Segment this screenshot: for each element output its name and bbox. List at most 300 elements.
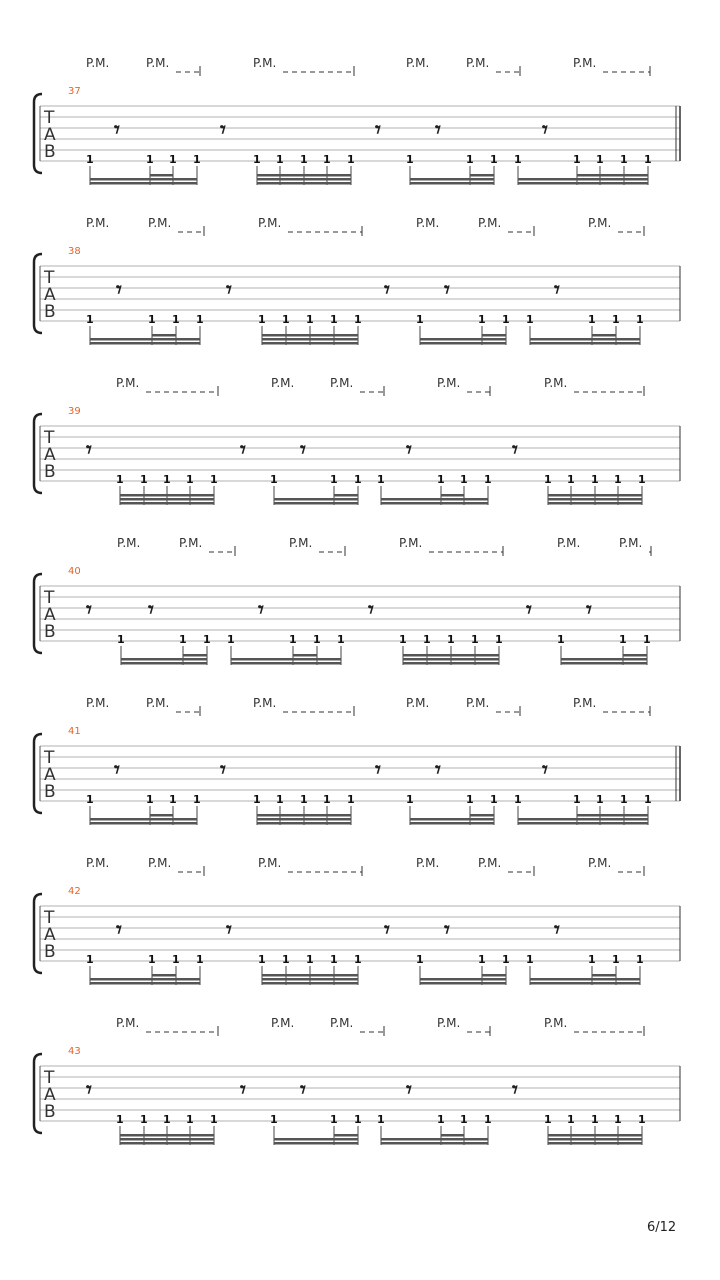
fret-number: 1 xyxy=(620,153,628,166)
beam xyxy=(274,502,358,505)
fret-number: 1 xyxy=(347,793,355,806)
tab-clef-letter: B xyxy=(44,462,56,482)
tab-clef-letter: A xyxy=(44,1085,56,1105)
beam xyxy=(90,178,197,181)
beam xyxy=(482,334,506,337)
fret-number: 1 xyxy=(289,633,297,646)
beam xyxy=(420,978,506,981)
beam xyxy=(257,822,351,825)
sixteenth-rest: 𝄾 xyxy=(444,277,450,303)
fret-number: 1 xyxy=(86,953,94,966)
beam xyxy=(530,342,640,345)
fret-number: 1 xyxy=(437,473,445,486)
beam xyxy=(274,1138,358,1141)
sixteenth-rest: 𝄾 xyxy=(542,757,548,783)
fret-number: 1 xyxy=(323,793,331,806)
fret-number: 1 xyxy=(460,473,468,486)
palm-mute-label: P.M. xyxy=(179,536,203,550)
measure-number: 38 xyxy=(68,246,81,257)
tab-system xyxy=(34,856,680,985)
beam xyxy=(262,982,358,985)
fret-number: 1 xyxy=(644,793,652,806)
fret-number: 1 xyxy=(210,473,218,486)
fret-number: 1 xyxy=(544,1113,552,1126)
palm-mute-label: P.M. xyxy=(588,216,612,230)
palm-mute-label: P.M. xyxy=(148,216,172,230)
fret-number: 1 xyxy=(258,313,266,326)
measure-number: 42 xyxy=(68,886,81,897)
sixteenth-rest: 𝄾 xyxy=(375,757,381,783)
fret-number: 1 xyxy=(478,313,486,326)
palm-mute-label: P.M. xyxy=(437,1016,461,1030)
sixteenth-rest: 𝄾 xyxy=(512,437,518,463)
sixteenth-rest: 𝄾 xyxy=(554,277,560,303)
sixteenth-rest: 𝄾 xyxy=(554,917,560,943)
palm-mute-label: P.M. xyxy=(258,856,282,870)
beam xyxy=(152,334,176,337)
sixteenth-rest: 𝄾 xyxy=(116,917,122,943)
fret-number: 1 xyxy=(447,633,455,646)
fret-number: 1 xyxy=(270,1113,278,1126)
fret-number: 1 xyxy=(636,313,644,326)
palm-mute-label: P.M. xyxy=(271,1016,295,1030)
sixteenth-rest: 𝄾 xyxy=(406,437,412,463)
fret-number: 1 xyxy=(638,1113,646,1126)
fret-number: 1 xyxy=(377,1113,385,1126)
palm-mute-label: P.M. xyxy=(416,216,440,230)
fret-number: 1 xyxy=(203,633,211,646)
palm-mute-label: P.M. xyxy=(116,1016,140,1030)
fret-number: 1 xyxy=(416,953,424,966)
beam xyxy=(441,1134,464,1137)
palm-mute-label: P.M. xyxy=(406,56,430,70)
palm-mute-label: P.M. xyxy=(289,536,313,550)
tab-clef-letter: A xyxy=(44,605,56,625)
fret-number: 1 xyxy=(644,153,652,166)
palm-mute-label: P.M. xyxy=(573,696,597,710)
fret-number: 1 xyxy=(148,313,156,326)
tab-clef-letter: A xyxy=(44,125,56,145)
measure-number: 41 xyxy=(68,726,81,737)
fret-number: 1 xyxy=(146,153,154,166)
palm-mute-label: P.M. xyxy=(148,856,172,870)
sixteenth-rest: 𝄾 xyxy=(86,597,92,623)
fret-number: 1 xyxy=(253,793,261,806)
fret-number: 1 xyxy=(573,793,581,806)
beam xyxy=(410,182,494,185)
beam xyxy=(518,818,648,821)
beam xyxy=(90,822,197,825)
sixteenth-rest: 𝄾 xyxy=(258,597,264,623)
beam xyxy=(410,822,494,825)
fret-number: 1 xyxy=(354,953,362,966)
beam xyxy=(530,978,640,981)
fret-number: 1 xyxy=(276,153,284,166)
palm-mute-label: P.M. xyxy=(86,56,110,70)
palm-mute-label: P.M. xyxy=(258,216,282,230)
beam xyxy=(293,654,317,657)
fret-number: 1 xyxy=(612,953,620,966)
fret-number: 1 xyxy=(169,793,177,806)
palm-mute-label: P.M. xyxy=(271,376,295,390)
fret-number: 1 xyxy=(300,793,308,806)
page-number: 6/12 xyxy=(647,1220,677,1235)
beam xyxy=(518,822,648,825)
beam xyxy=(548,1138,642,1141)
sixteenth-rest: 𝄾 xyxy=(406,1077,412,1103)
tab-system xyxy=(34,536,680,665)
palm-mute-label: P.M. xyxy=(330,376,354,390)
fret-number: 1 xyxy=(591,473,599,486)
sixteenth-rest: 𝄾 xyxy=(586,597,592,623)
fret-number: 1 xyxy=(227,633,235,646)
fret-number: 1 xyxy=(116,1113,124,1126)
palm-mute-label: P.M. xyxy=(619,536,643,550)
fret-number: 1 xyxy=(514,153,522,166)
sixteenth-rest: 𝄾 xyxy=(384,277,390,303)
fret-number: 1 xyxy=(471,633,479,646)
fret-number: 1 xyxy=(490,793,498,806)
fret-number: 1 xyxy=(276,793,284,806)
sixteenth-rest: 𝄾 xyxy=(86,437,92,463)
tab-clef-letter: B xyxy=(44,942,56,962)
beam xyxy=(262,334,358,337)
beam xyxy=(470,174,494,177)
beam xyxy=(121,662,207,665)
fret-number: 1 xyxy=(614,473,622,486)
tab-system xyxy=(34,56,680,185)
tab-clef-letter: B xyxy=(44,302,56,322)
beam xyxy=(577,174,648,177)
fret-number: 1 xyxy=(567,1113,575,1126)
fret-number: 1 xyxy=(330,953,338,966)
beam xyxy=(90,182,197,185)
fret-number: 1 xyxy=(377,473,385,486)
fret-number: 1 xyxy=(557,633,565,646)
fret-number: 1 xyxy=(614,1113,622,1126)
beam xyxy=(120,1142,214,1145)
beam xyxy=(548,1142,642,1145)
fret-number: 1 xyxy=(116,473,124,486)
beam xyxy=(530,982,640,985)
fret-number: 1 xyxy=(193,793,201,806)
fret-number: 1 xyxy=(596,153,604,166)
tab-clef-letter: A xyxy=(44,445,56,465)
fret-number: 1 xyxy=(163,1113,171,1126)
sixteenth-rest: 𝄾 xyxy=(512,1077,518,1103)
fret-number: 1 xyxy=(423,633,431,646)
beam xyxy=(381,502,488,505)
palm-mute-label: P.M. xyxy=(544,1016,568,1030)
sixteenth-rest: 𝄾 xyxy=(384,917,390,943)
fret-number: 1 xyxy=(253,153,261,166)
palm-mute-label: P.M. xyxy=(466,56,490,70)
beam xyxy=(561,662,647,665)
beam xyxy=(381,1142,488,1145)
fret-number: 1 xyxy=(484,1113,492,1126)
fret-number: 1 xyxy=(86,153,94,166)
fret-number: 1 xyxy=(416,313,424,326)
fret-number: 1 xyxy=(300,153,308,166)
beam xyxy=(150,814,173,817)
fret-number: 1 xyxy=(643,633,651,646)
beam xyxy=(183,654,207,657)
beam xyxy=(152,974,176,977)
fret-number: 1 xyxy=(573,153,581,166)
fret-number: 1 xyxy=(140,473,148,486)
measure-number: 40 xyxy=(68,566,81,577)
fret-number: 1 xyxy=(117,633,125,646)
sixteenth-rest: 𝄾 xyxy=(220,117,226,143)
beam xyxy=(420,338,506,341)
palm-mute-label: P.M. xyxy=(406,696,430,710)
beam xyxy=(120,1134,214,1137)
fret-number: 1 xyxy=(354,1113,362,1126)
beam xyxy=(420,982,506,985)
beam xyxy=(518,178,648,181)
fret-number: 1 xyxy=(526,953,534,966)
fret-number: 1 xyxy=(172,313,180,326)
tab-clef-letter: A xyxy=(44,765,56,785)
palm-mute-label: P.M. xyxy=(330,1016,354,1030)
fret-number: 1 xyxy=(179,633,187,646)
measure-number: 39 xyxy=(68,406,81,417)
fret-number: 1 xyxy=(169,153,177,166)
beam xyxy=(561,658,647,661)
tab-system xyxy=(34,1016,680,1145)
measure-number: 43 xyxy=(68,1046,81,1057)
fret-number: 1 xyxy=(337,633,345,646)
beam xyxy=(120,498,214,501)
beam xyxy=(403,658,499,661)
fret-number: 1 xyxy=(484,473,492,486)
fret-number: 1 xyxy=(612,313,620,326)
beam xyxy=(274,1142,358,1145)
fret-number: 1 xyxy=(313,633,321,646)
palm-mute-label: P.M. xyxy=(146,696,170,710)
tab-clef-letter: T xyxy=(44,1068,55,1088)
beam xyxy=(548,1134,642,1137)
beam xyxy=(381,1138,488,1141)
fret-number: 1 xyxy=(354,313,362,326)
fret-number: 1 xyxy=(330,1113,338,1126)
fret-number: 1 xyxy=(282,953,290,966)
fret-number: 1 xyxy=(460,1113,468,1126)
fret-number: 1 xyxy=(186,473,194,486)
fret-number: 1 xyxy=(588,313,596,326)
fret-number: 1 xyxy=(406,793,414,806)
fret-number: 1 xyxy=(596,793,604,806)
sixteenth-rest: 𝄾 xyxy=(240,1077,246,1103)
beam xyxy=(231,662,341,665)
beam xyxy=(90,818,197,821)
fret-number: 1 xyxy=(399,633,407,646)
palm-mute-label: P.M. xyxy=(557,536,581,550)
beam xyxy=(548,494,642,497)
fret-number: 1 xyxy=(306,953,314,966)
fret-number: 1 xyxy=(196,953,204,966)
fret-number: 1 xyxy=(514,793,522,806)
beam xyxy=(470,814,494,817)
fret-number: 1 xyxy=(544,473,552,486)
fret-number: 1 xyxy=(526,313,534,326)
fret-number: 1 xyxy=(478,953,486,966)
sixteenth-rest: 𝄾 xyxy=(220,757,226,783)
sixteenth-rest: 𝄾 xyxy=(114,757,120,783)
fret-number: 1 xyxy=(86,313,94,326)
tab-clef-letter: B xyxy=(44,1102,56,1122)
beam xyxy=(150,174,173,177)
beam xyxy=(420,342,506,345)
beam xyxy=(334,494,358,497)
sixteenth-rest: 𝄾 xyxy=(542,117,548,143)
beam xyxy=(257,178,351,181)
tab-clef-letter: T xyxy=(44,748,55,768)
beam xyxy=(592,974,616,977)
beam xyxy=(403,662,499,665)
fret-number: 1 xyxy=(638,473,646,486)
palm-mute-label: P.M. xyxy=(86,856,110,870)
sixteenth-rest: 𝄾 xyxy=(526,597,532,623)
beam xyxy=(120,494,214,497)
tab-clef-letter: T xyxy=(44,108,55,128)
sixteenth-rest: 𝄾 xyxy=(86,1077,92,1103)
sixteenth-rest: 𝄾 xyxy=(435,117,441,143)
beam xyxy=(120,1138,214,1141)
fret-number: 1 xyxy=(323,153,331,166)
fret-number: 1 xyxy=(282,313,290,326)
fret-number: 1 xyxy=(306,313,314,326)
fret-number: 1 xyxy=(619,633,627,646)
fret-number: 1 xyxy=(148,953,156,966)
fret-number: 1 xyxy=(406,153,414,166)
tab-system xyxy=(34,696,680,825)
tab-clef-letter: T xyxy=(44,908,55,928)
beam xyxy=(518,182,648,185)
beam xyxy=(577,814,648,817)
palm-mute-label: P.M. xyxy=(116,376,140,390)
palm-mute-label: P.M. xyxy=(86,696,110,710)
palm-mute-label: P.M. xyxy=(588,856,612,870)
beam xyxy=(592,334,616,337)
beam xyxy=(623,654,647,657)
beam xyxy=(90,982,200,985)
sixteenth-rest: 𝄾 xyxy=(444,917,450,943)
beam xyxy=(381,498,488,501)
fret-number: 1 xyxy=(502,313,510,326)
beam xyxy=(257,174,351,177)
beam xyxy=(410,818,494,821)
beam xyxy=(441,494,464,497)
beam xyxy=(257,818,351,821)
fret-number: 1 xyxy=(490,153,498,166)
beam xyxy=(410,178,494,181)
beam xyxy=(334,1134,358,1137)
tab-clef-letter: B xyxy=(44,622,56,642)
tab-clef-letter: T xyxy=(44,588,55,608)
beam xyxy=(262,974,358,977)
fret-number: 1 xyxy=(330,473,338,486)
palm-mute-label: P.M. xyxy=(437,376,461,390)
tab-clef-letter: B xyxy=(44,142,56,162)
beam xyxy=(548,498,642,501)
tab-system xyxy=(34,216,680,345)
fret-number: 1 xyxy=(591,1113,599,1126)
fret-number: 1 xyxy=(140,1113,148,1126)
palm-mute-label: P.M. xyxy=(544,376,568,390)
fret-number: 1 xyxy=(270,473,278,486)
measure-number: 37 xyxy=(68,86,81,97)
beam xyxy=(90,978,200,981)
fret-number: 1 xyxy=(588,953,596,966)
beam xyxy=(403,654,499,657)
fret-number: 1 xyxy=(146,793,154,806)
beam xyxy=(257,182,351,185)
palm-mute-label: P.M. xyxy=(253,696,277,710)
palm-mute-label: P.M. xyxy=(253,56,277,70)
fret-number: 1 xyxy=(258,953,266,966)
sixteenth-rest: 𝄾 xyxy=(300,1077,306,1103)
tab-clef-letter: T xyxy=(44,428,55,448)
fret-number: 1 xyxy=(502,953,510,966)
fret-number: 1 xyxy=(86,793,94,806)
beam xyxy=(121,658,207,661)
fret-number: 1 xyxy=(466,153,474,166)
palm-mute-label: P.M. xyxy=(478,856,502,870)
fret-number: 1 xyxy=(347,153,355,166)
tab-clef-letter: A xyxy=(44,925,56,945)
palm-mute-label: P.M. xyxy=(416,856,440,870)
fret-number: 1 xyxy=(196,313,204,326)
beam xyxy=(482,974,506,977)
fret-number: 1 xyxy=(437,1113,445,1126)
sixteenth-rest: 𝄾 xyxy=(300,437,306,463)
palm-mute-label: P.M. xyxy=(466,696,490,710)
sixteenth-rest: 𝄾 xyxy=(148,597,154,623)
sixteenth-rest: 𝄾 xyxy=(226,277,232,303)
beam xyxy=(257,814,351,817)
sixteenth-rest: 𝄾 xyxy=(114,117,120,143)
palm-mute-label: P.M. xyxy=(117,536,141,550)
beam xyxy=(90,338,200,341)
palm-mute-label: P.M. xyxy=(399,536,423,550)
fret-number: 1 xyxy=(172,953,180,966)
fret-number: 1 xyxy=(186,1113,194,1126)
beam xyxy=(120,502,214,505)
fret-number: 1 xyxy=(193,153,201,166)
beam xyxy=(530,338,640,341)
beam xyxy=(548,502,642,505)
tab-clef-letter: B xyxy=(44,782,56,802)
fret-number: 1 xyxy=(466,793,474,806)
beam xyxy=(90,342,200,345)
fret-number: 1 xyxy=(163,473,171,486)
sixteenth-rest: 𝄾 xyxy=(116,277,122,303)
beam xyxy=(262,342,358,345)
fret-number: 1 xyxy=(354,473,362,486)
palm-mute-label: P.M. xyxy=(478,216,502,230)
tab-system xyxy=(34,376,680,505)
fret-number: 1 xyxy=(495,633,503,646)
beam xyxy=(262,978,358,981)
sixteenth-rest: 𝄾 xyxy=(240,437,246,463)
beam xyxy=(231,658,341,661)
tab-clef-letter: T xyxy=(44,268,55,288)
sixteenth-rest: 𝄾 xyxy=(368,597,374,623)
beam xyxy=(262,338,358,341)
sixteenth-rest: 𝄾 xyxy=(375,117,381,143)
fret-number: 1 xyxy=(210,1113,218,1126)
